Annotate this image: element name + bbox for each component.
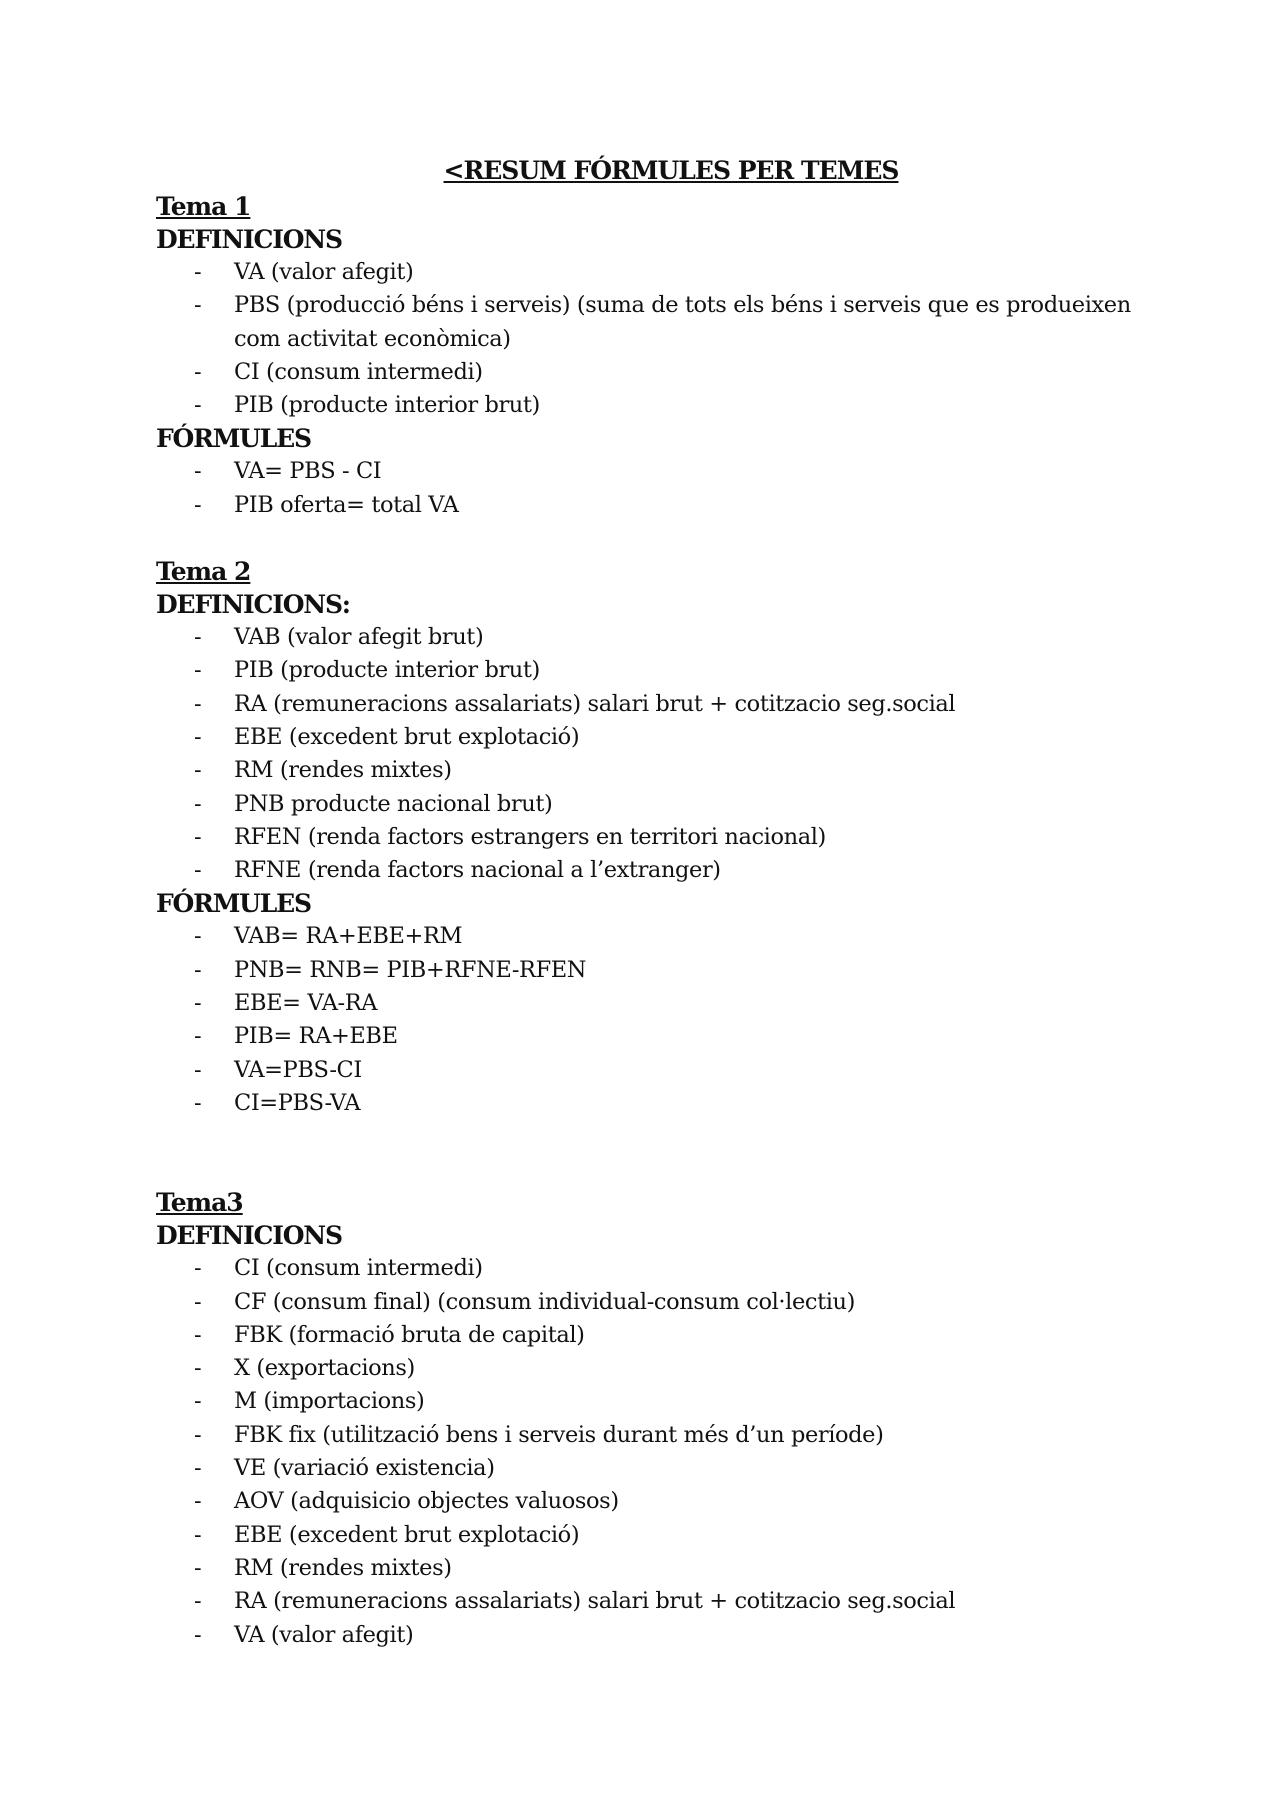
definitions-list [156, 621, 1156, 887]
spacer [156, 522, 1156, 555]
list-item: - PIB oferta= total VA [156, 489, 1164, 522]
list-item: - M (importacions) [156, 1385, 1164, 1418]
section-heading: Tema 1 [156, 192, 251, 221]
list-item: - VE (variació existencia) [156, 1452, 1164, 1485]
section-tema-2 [156, 555, 1156, 1120]
list-item: - RA (remuneracions assalariats) salari brut + cotitzacio seg.social [156, 1585, 1164, 1618]
section-tema-1 [156, 190, 1156, 522]
list-item: - EBE= VA-RA [156, 987, 1164, 1020]
definitions-label: DEFINICIONS [156, 225, 342, 254]
document-page [156, 152, 1156, 1652]
list-item: - VA (valor afegit) [156, 1619, 1164, 1652]
document-title: <RESUM FÓRMULES PER TEMES [443, 156, 899, 185]
definitions-list [156, 256, 1156, 422]
list-item: - PNB= RNB= PIB+RFNE-RFEN [156, 954, 1164, 987]
list-item: - FBK (formació bruta de capital) [156, 1319, 1164, 1352]
list-item: - AOV (adquisicio objectes valuosos) [156, 1485, 1164, 1518]
formulas-label: FÓRMULES [156, 424, 311, 454]
list-item: - PIB (producte interior brut) [156, 389, 1164, 422]
list-item: - PIB= RA+EBE [156, 1020, 1164, 1053]
definitions-label: DEFINICIONS [156, 1221, 342, 1251]
list-item: - VA=PBS-CI [156, 1054, 1164, 1087]
list-item: - VAB (valor afegit brut) [156, 621, 1164, 654]
formulas-label: FÓRMULES [156, 889, 311, 919]
list-item: - PIB (producte interior brut) [156, 654, 1164, 687]
list-item: - EBE (excedent brut explotació) [156, 1519, 1164, 1552]
list-item: - X (exportacions) [156, 1352, 1164, 1385]
list-item: - PBS (producció béns i serveis) (suma de tots els béns i serveis que es produeixen com activitat econòmica) [156, 289, 1164, 356]
formulas-list [156, 455, 1156, 522]
definitions-list [156, 1252, 1156, 1652]
list-item: - RFEN (renda factors estrangers en territori nacional) [156, 821, 1164, 854]
list-item: - RFNE (renda factors nacional a l’extranger) [156, 854, 1164, 887]
list-item: - RA (remuneracions assalariats) salari brut + cotitzacio seg.social [156, 688, 1164, 721]
list-item: - EBE (excedent brut explotació) [156, 721, 1164, 754]
list-item: - CI (consum intermedi) [156, 1252, 1164, 1285]
section-heading: Tema 2 [156, 557, 251, 587]
list-item: - CF (consum final) (consum individual-consum col·lectiu) [156, 1286, 1164, 1319]
section-tema-3 [156, 1186, 1156, 1652]
spacer [156, 1120, 1156, 1186]
definitions-label: DEFINICIONS: [156, 590, 350, 620]
section-heading: Tema3 [156, 1188, 243, 1218]
list-item: - PNB producte nacional brut) [156, 788, 1164, 821]
list-item: - CI=PBS-VA [156, 1087, 1164, 1120]
list-item: - FBK fix (utilització bens i serveis durant més d’un període) [156, 1419, 1164, 1452]
list-item: - VA (valor afegit) [156, 256, 1164, 289]
list-item: - VAB= RA+EBE+RM [156, 920, 1164, 953]
list-item: - CI (consum intermedi) [156, 356, 1164, 389]
formulas-list [156, 920, 1156, 1120]
list-item: - RM (rendes mixtes) [156, 754, 1164, 787]
list-item: - RM (rendes mixtes) [156, 1552, 1164, 1585]
list-item: - VA= PBS - CI [156, 455, 1164, 488]
